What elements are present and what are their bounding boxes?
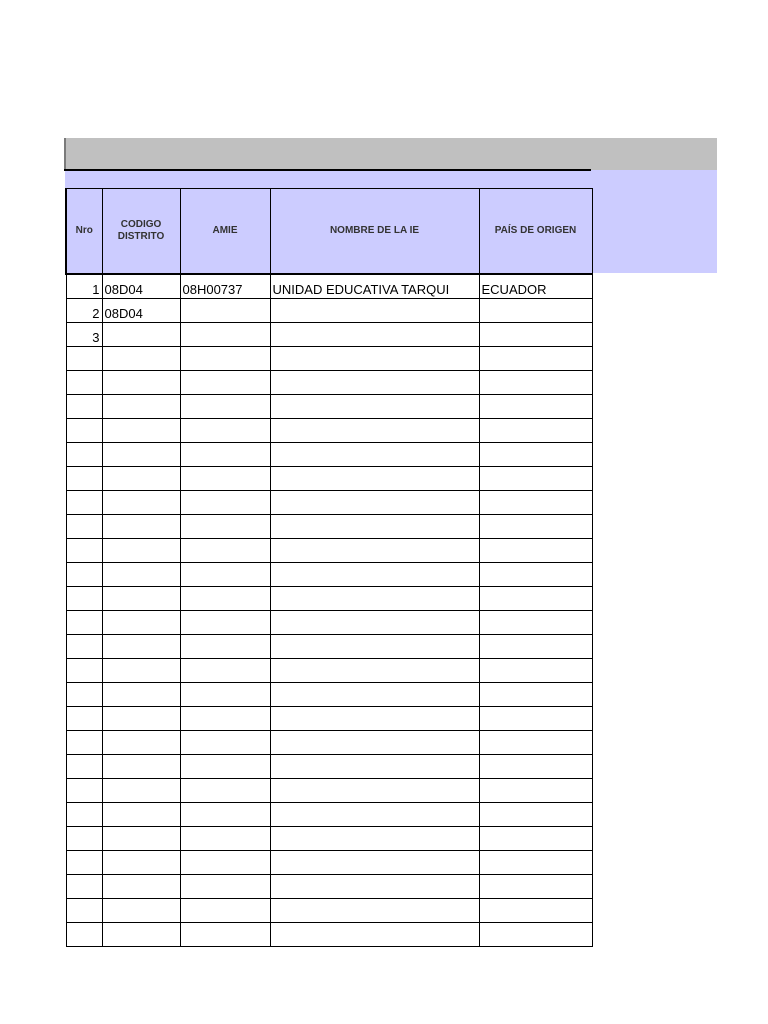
table-row (66, 395, 592, 419)
data-table (65, 188, 593, 947)
cell-nombre-ie[interactable] (270, 923, 479, 947)
cell-nro[interactable] (66, 611, 102, 635)
cell-amie[interactable] (180, 875, 270, 899)
cell-codigo-distrito[interactable] (102, 803, 180, 827)
cell-codigo-distrito[interactable] (102, 371, 180, 395)
cell-pais-origen[interactable] (479, 827, 592, 851)
cell-codigo-distrito[interactable] (102, 779, 180, 803)
cell-nro[interactable] (66, 755, 102, 779)
cell-nombre-ie[interactable] (270, 683, 479, 707)
cell-nombre-ie[interactable]: UNIDAD EDUCATIVA TARQUI (270, 274, 479, 299)
cell-nro[interactable] (66, 539, 102, 563)
cell-codigo-distrito[interactable] (102, 611, 180, 635)
cell-nombre-ie[interactable] (270, 563, 479, 587)
cell-nro[interactable] (66, 923, 102, 947)
table-row (66, 683, 592, 707)
table-row (66, 923, 592, 947)
table-row (66, 563, 592, 587)
cell-codigo-distrito[interactable]: 08D04 (102, 299, 180, 323)
cell-nombre-ie[interactable] (270, 299, 479, 323)
cell-amie[interactable] (180, 851, 270, 875)
cell-pais-origen[interactable] (479, 731, 592, 755)
cell-nombre-ie[interactable] (270, 875, 479, 899)
table-row (66, 491, 592, 515)
cell-pais-origen[interactable] (479, 347, 592, 371)
cell-nombre-ie[interactable] (270, 755, 479, 779)
cell-nro[interactable] (66, 899, 102, 923)
cell-pais-origen[interactable] (479, 539, 592, 563)
table-row (66, 299, 592, 323)
cell-nro[interactable]: 3 (66, 323, 102, 347)
table-row (66, 659, 592, 683)
cell-pais-origen[interactable] (479, 395, 592, 419)
cell-pais-origen[interactable] (479, 587, 592, 611)
cell-amie[interactable] (180, 755, 270, 779)
table-row (66, 875, 592, 899)
cell-pais-origen[interactable] (479, 683, 592, 707)
cell-amie[interactable] (180, 395, 270, 419)
cell-nro[interactable]: 2 (66, 299, 102, 323)
cell-pais-origen[interactable] (479, 923, 592, 947)
table-row (66, 899, 592, 923)
cell-pais-origen[interactable] (479, 659, 592, 683)
cell-pais-origen[interactable] (479, 803, 592, 827)
cell-nro[interactable] (66, 827, 102, 851)
cell-amie[interactable] (180, 731, 270, 755)
cell-codigo-distrito[interactable] (102, 875, 180, 899)
cell-pais-origen[interactable] (479, 467, 592, 491)
cell-nro[interactable] (66, 707, 102, 731)
cell-nombre-ie[interactable] (270, 731, 479, 755)
table-row (66, 851, 592, 875)
cell-nro[interactable] (66, 563, 102, 587)
cell-codigo-distrito[interactable] (102, 491, 180, 515)
cell-pais-origen[interactable] (479, 299, 592, 323)
cell-amie[interactable] (180, 923, 270, 947)
cell-amie[interactable] (180, 371, 270, 395)
cell-nombre-ie[interactable] (270, 635, 479, 659)
cell-nro[interactable] (66, 731, 102, 755)
cell-nombre-ie[interactable] (270, 611, 479, 635)
cell-nro[interactable] (66, 347, 102, 371)
cell-pais-origen[interactable]: ECUADOR (479, 274, 592, 299)
cell-nro[interactable] (66, 587, 102, 611)
cell-nro[interactable] (66, 779, 102, 803)
cell-nro[interactable] (66, 659, 102, 683)
table-row (66, 611, 592, 635)
table-row (66, 827, 592, 851)
cell-nro[interactable] (66, 875, 102, 899)
cell-nombre-ie[interactable] (270, 443, 479, 467)
cell-pais-origen[interactable] (479, 755, 592, 779)
header-top-rule (64, 169, 591, 171)
title-band (65, 138, 717, 170)
table-row (66, 635, 592, 659)
cell-nombre-ie[interactable] (270, 419, 479, 443)
cell-nro[interactable] (66, 515, 102, 539)
cell-codigo-distrito[interactable] (102, 899, 180, 923)
table-row (66, 539, 592, 563)
table-body (66, 274, 592, 947)
cell-nro[interactable] (66, 443, 102, 467)
column-header-nro[interactable]: Nro (66, 189, 102, 275)
cell-amie[interactable] (180, 827, 270, 851)
cell-pais-origen[interactable] (479, 611, 592, 635)
cell-pais-origen[interactable] (479, 491, 592, 515)
cell-pais-origen[interactable] (479, 851, 592, 875)
cell-nombre-ie[interactable] (270, 515, 479, 539)
cell-amie[interactable] (180, 683, 270, 707)
cell-nro[interactable] (66, 851, 102, 875)
cell-codigo-distrito[interactable] (102, 851, 180, 875)
table-row (66, 419, 592, 443)
cell-pais-origen[interactable] (479, 875, 592, 899)
cell-nombre-ie[interactable] (270, 395, 479, 419)
cell-pais-origen[interactable] (479, 371, 592, 395)
column-header-codigo-distrito[interactable]: CODIGO DISTRITO (102, 189, 180, 275)
cell-codigo-distrito[interactable] (102, 923, 180, 947)
cell-nombre-ie[interactable] (270, 323, 479, 347)
cell-codigo-distrito[interactable] (102, 707, 180, 731)
cell-nro[interactable] (66, 467, 102, 491)
cell-amie[interactable] (180, 323, 270, 347)
cell-nombre-ie[interactable] (270, 467, 479, 491)
cell-pais-origen[interactable] (479, 323, 592, 347)
table-row (66, 323, 592, 347)
cell-nro[interactable] (66, 683, 102, 707)
cell-codigo-distrito[interactable] (102, 419, 180, 443)
cell-codigo-distrito[interactable] (102, 635, 180, 659)
cell-pais-origen[interactable] (479, 515, 592, 539)
cell-codigo-distrito[interactable] (102, 395, 180, 419)
cell-codigo-distrito[interactable] (102, 755, 180, 779)
cell-amie[interactable] (180, 707, 270, 731)
cell-nro[interactable] (66, 635, 102, 659)
cell-amie[interactable] (180, 443, 270, 467)
table-row (66, 274, 592, 299)
cell-nombre-ie[interactable] (270, 491, 479, 515)
cell-nombre-ie[interactable] (270, 827, 479, 851)
cell-amie[interactable] (180, 491, 270, 515)
cell-nombre-ie[interactable] (270, 539, 479, 563)
title-band-edge (64, 138, 66, 171)
cell-pais-origen[interactable] (479, 899, 592, 923)
cell-codigo-distrito[interactable] (102, 659, 180, 683)
cell-nro[interactable] (66, 371, 102, 395)
cell-nro[interactable] (66, 419, 102, 443)
cell-nombre-ie[interactable] (270, 707, 479, 731)
cell-pais-origen[interactable] (479, 635, 592, 659)
cell-amie[interactable] (180, 635, 270, 659)
cell-nro[interactable] (66, 395, 102, 419)
cell-pais-origen[interactable] (479, 779, 592, 803)
cell-pais-origen[interactable] (479, 707, 592, 731)
cell-nombre-ie[interactable] (270, 803, 479, 827)
table-row (66, 515, 592, 539)
cell-pais-origen[interactable] (479, 419, 592, 443)
column-header-nombre-ie[interactable]: NOMBRE DE LA IE (270, 189, 479, 275)
header-row (66, 189, 592, 275)
cell-codigo-distrito[interactable] (102, 347, 180, 371)
cell-amie[interactable] (180, 539, 270, 563)
cell-codigo-distrito[interactable] (102, 563, 180, 587)
table-row (66, 803, 592, 827)
column-header-pais-origen[interactable]: PAÍS DE ORIGEN (479, 189, 592, 275)
cell-amie[interactable] (180, 347, 270, 371)
cell-nro[interactable]: 1 (66, 274, 102, 299)
cell-codigo-distrito[interactable] (102, 683, 180, 707)
cell-codigo-distrito[interactable]: 08D04 (102, 274, 180, 299)
cell-amie[interactable] (180, 779, 270, 803)
cell-amie[interactable] (180, 299, 270, 323)
cell-codigo-distrito[interactable] (102, 827, 180, 851)
cell-amie[interactable] (180, 803, 270, 827)
cell-nombre-ie[interactable] (270, 347, 479, 371)
cell-amie[interactable] (180, 611, 270, 635)
table-row (66, 707, 592, 731)
cell-amie[interactable] (180, 515, 270, 539)
cell-codigo-distrito[interactable] (102, 515, 180, 539)
cell-nro[interactable] (66, 803, 102, 827)
table-row (66, 467, 592, 491)
cell-nro[interactable] (66, 491, 102, 515)
cell-codigo-distrito[interactable] (102, 443, 180, 467)
table-row (66, 347, 592, 371)
cell-nombre-ie[interactable] (270, 659, 479, 683)
table-row (66, 731, 592, 755)
cell-nombre-ie[interactable] (270, 899, 479, 923)
cell-amie[interactable]: 08H00737 (180, 274, 270, 299)
cell-nombre-ie[interactable] (270, 779, 479, 803)
cell-amie[interactable] (180, 659, 270, 683)
cell-pais-origen[interactable] (479, 443, 592, 467)
cell-nombre-ie[interactable] (270, 851, 479, 875)
cell-amie[interactable] (180, 467, 270, 491)
table-row (66, 779, 592, 803)
cell-codigo-distrito[interactable] (102, 731, 180, 755)
cell-codigo-distrito[interactable] (102, 587, 180, 611)
table-row (66, 755, 592, 779)
cell-amie[interactable] (180, 587, 270, 611)
cell-codigo-distrito[interactable] (102, 323, 180, 347)
cell-codigo-distrito[interactable] (102, 539, 180, 563)
cell-amie[interactable] (180, 563, 270, 587)
table-row (66, 371, 592, 395)
column-header-amie[interactable]: AMIE (180, 189, 270, 275)
cell-amie[interactable] (180, 899, 270, 923)
table-row (66, 587, 592, 611)
cell-nombre-ie[interactable] (270, 587, 479, 611)
table-row (66, 443, 592, 467)
cell-amie[interactable] (180, 419, 270, 443)
cell-pais-origen[interactable] (479, 563, 592, 587)
cell-nombre-ie[interactable] (270, 371, 479, 395)
cell-codigo-distrito[interactable] (102, 467, 180, 491)
